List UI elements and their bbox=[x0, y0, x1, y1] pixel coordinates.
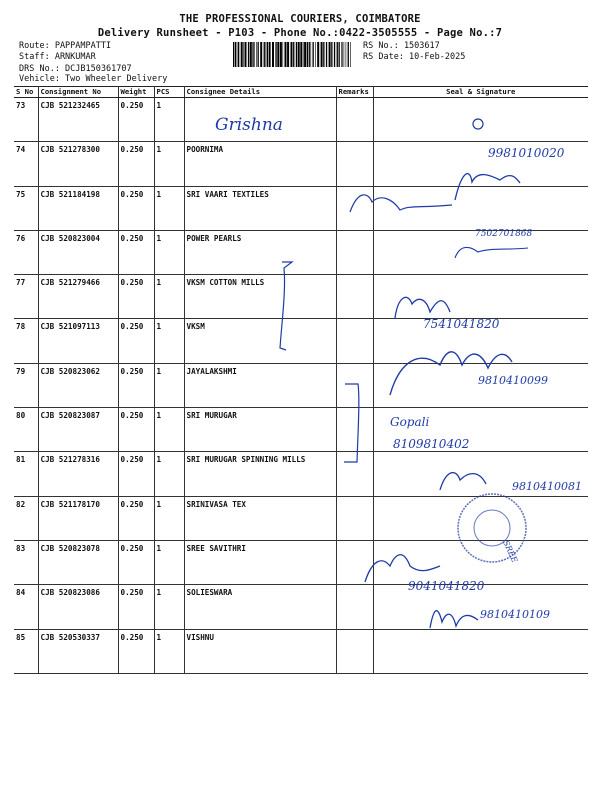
consignee-cell: SRI MURUGAR bbox=[184, 408, 336, 452]
weight-cell: 0.250 bbox=[118, 496, 154, 540]
pcs-cell: 1 bbox=[154, 98, 184, 142]
pcs-cell: 1 bbox=[154, 363, 184, 407]
weight-cell: 0.250 bbox=[118, 363, 154, 407]
remarks-cell bbox=[336, 408, 373, 452]
sno-cell: 74 bbox=[14, 142, 38, 186]
handwriting-phone-row76: 7502701868 bbox=[475, 229, 533, 239]
consignment-cell: CJB 521232465 bbox=[38, 98, 118, 142]
seal-signature-cell bbox=[373, 408, 588, 452]
table-row bbox=[14, 275, 588, 319]
col-pcs: PCS bbox=[154, 87, 184, 98]
seal-signature-cell bbox=[373, 186, 588, 230]
sno-cell: 82 bbox=[14, 496, 38, 540]
handwriting-phone-row79: 9810410099 bbox=[478, 374, 548, 387]
seal-signature-cell bbox=[373, 540, 588, 584]
consignment-cell: CJB 520530337 bbox=[38, 629, 118, 673]
pcs-cell: 1 bbox=[154, 540, 184, 584]
pcs-cell: 1 bbox=[154, 629, 184, 673]
pcs-cell: 1 bbox=[154, 319, 184, 363]
rs-number: RS No.: 1503617 bbox=[363, 41, 440, 51]
consignment-cell: CJB 521184198 bbox=[38, 186, 118, 230]
weight-cell: 0.250 bbox=[118, 98, 154, 142]
table-row bbox=[14, 452, 588, 496]
seal-signature-cell bbox=[373, 319, 588, 363]
consignment-cell: CJB 520823086 bbox=[38, 585, 118, 629]
sno-cell: 75 bbox=[14, 186, 38, 230]
seal-signature-cell bbox=[373, 585, 588, 629]
consignee-cell: SREE SAVITHRI bbox=[184, 540, 336, 584]
pcs-cell: 1 bbox=[154, 142, 184, 186]
pcs-cell: 1 bbox=[154, 496, 184, 540]
table-row bbox=[14, 496, 588, 540]
consignment-cell: CJB 520823078 bbox=[38, 540, 118, 584]
handwriting-name-row73: Grishna bbox=[215, 115, 283, 135]
col-sno: S No bbox=[14, 87, 38, 98]
weight-cell: 0.250 bbox=[118, 275, 154, 319]
table-row bbox=[14, 98, 588, 142]
consignment-cell: CJB 520823062 bbox=[38, 363, 118, 407]
handwriting-name-row81: Gopali bbox=[390, 415, 430, 429]
table-row bbox=[14, 319, 588, 363]
sno-cell: 77 bbox=[14, 275, 38, 319]
table-row bbox=[14, 629, 588, 673]
seal-signature-cell bbox=[373, 496, 588, 540]
consignee-cell: SRI VAARI TEXTILES bbox=[184, 186, 336, 230]
consignment-cell: CJB 521097113 bbox=[38, 319, 118, 363]
seal-signature-cell bbox=[373, 629, 588, 673]
col-weight: Weight bbox=[118, 87, 154, 98]
consignment-cell: CJB 521278316 bbox=[38, 452, 118, 496]
seal-signature-cell bbox=[373, 142, 588, 186]
sno-cell: 76 bbox=[14, 230, 38, 274]
consignee-cell: VKSM bbox=[184, 319, 336, 363]
remarks-cell bbox=[336, 629, 373, 673]
consignment-cell: CJB 521278300 bbox=[38, 142, 118, 186]
col-consignee: Consignee Details bbox=[184, 87, 336, 98]
consignee-cell: VKSM COTTON MILLS bbox=[184, 275, 336, 319]
table-row bbox=[14, 585, 588, 629]
handwriting-phone-row78: 7541041820 bbox=[423, 317, 500, 331]
remarks-cell bbox=[336, 585, 373, 629]
weight-cell: 0.250 bbox=[118, 186, 154, 230]
pcs-cell: 1 bbox=[154, 186, 184, 230]
weight-cell: 0.250 bbox=[118, 452, 154, 496]
remarks-cell bbox=[336, 540, 373, 584]
remarks-cell bbox=[336, 98, 373, 142]
consignment-cell: CJB 520823087 bbox=[38, 408, 118, 452]
table-row bbox=[14, 230, 588, 274]
consignment-cell: CJB 520823004 bbox=[38, 230, 118, 274]
seal-signature-cell bbox=[373, 230, 588, 274]
remarks-cell bbox=[336, 496, 373, 540]
consignee-cell: SOLIESWARA bbox=[184, 585, 336, 629]
remarks-cell bbox=[336, 142, 373, 186]
table-row bbox=[14, 142, 588, 186]
sno-cell: 85 bbox=[14, 629, 38, 673]
col-seal-signature: Seal & Signature bbox=[373, 87, 588, 98]
consignee-cell: POORNIMA bbox=[184, 142, 336, 186]
col-remarks: Remarks bbox=[336, 87, 373, 98]
pcs-cell: 1 bbox=[154, 275, 184, 319]
handwriting-phone-row82: 9810410081 bbox=[512, 480, 582, 493]
table-row bbox=[14, 540, 588, 584]
vehicle-label: Vehicle: Two Wheeler Delivery bbox=[19, 74, 168, 84]
consignee-cell: POWER PEARLS bbox=[184, 230, 336, 274]
consignee-cell: SRINIVASA TEX bbox=[184, 496, 336, 540]
table-row bbox=[14, 408, 588, 452]
sno-cell: 81 bbox=[14, 452, 38, 496]
runsheet-subtitle: Delivery Runsheet - P103 - Phone No.:0422-3505555 - Page No.:7 bbox=[97, 27, 503, 39]
pcs-cell: 1 bbox=[154, 408, 184, 452]
remarks-cell bbox=[336, 319, 373, 363]
weight-cell: 0.250 bbox=[118, 629, 154, 673]
handwriting-phone-row74: 9981010020 bbox=[488, 146, 565, 160]
weight-cell: 0.250 bbox=[118, 408, 154, 452]
sno-cell: 78 bbox=[14, 319, 38, 363]
company-title: THE PROFESSIONAL COURIERS, COIMBATORE bbox=[179, 13, 421, 25]
consignee-cell: SRI MURUGAR SPINNING MILLS bbox=[184, 452, 336, 496]
consignment-cell: CJB 521178170 bbox=[38, 496, 118, 540]
runsheet-table bbox=[14, 86, 588, 674]
consignee-cell: VISHNU bbox=[184, 629, 336, 673]
remarks-cell bbox=[336, 186, 373, 230]
remarks-cell bbox=[336, 275, 373, 319]
pcs-cell: 1 bbox=[154, 452, 184, 496]
seal-stamp-text: SREE bbox=[501, 539, 520, 564]
handwriting-phone-row85: 9810410109 bbox=[480, 608, 550, 621]
consignee-cell: JAYALAKSHMI bbox=[184, 363, 336, 407]
table-row bbox=[14, 186, 588, 230]
weight-cell: 0.250 bbox=[118, 540, 154, 584]
rs-date: RS Date: 10-Feb-2025 bbox=[363, 52, 466, 62]
seal-signature-cell bbox=[373, 452, 588, 496]
seal-signature-cell bbox=[373, 98, 588, 142]
weight-cell: 0.250 bbox=[118, 585, 154, 629]
sno-cell: 84 bbox=[14, 585, 38, 629]
sno-cell: 80 bbox=[14, 408, 38, 452]
col-consignment: Consignment No bbox=[38, 87, 118, 98]
consignee-cell bbox=[184, 98, 336, 142]
remarks-cell bbox=[336, 452, 373, 496]
weight-cell: 0.250 bbox=[118, 142, 154, 186]
handwriting-phone-row84: 9041041820 bbox=[408, 579, 485, 593]
staff-label: Staff: ARNKUMAR bbox=[19, 52, 96, 62]
weight-cell: 0.250 bbox=[118, 230, 154, 274]
handwriting-phone-row81: 8109810402 bbox=[393, 437, 470, 451]
sno-cell: 83 bbox=[14, 540, 38, 584]
route-label: Route: PAPPAMPATTI bbox=[19, 41, 112, 51]
pcs-cell: 1 bbox=[154, 585, 184, 629]
seal-signature-cell bbox=[373, 363, 588, 407]
barcode-image bbox=[233, 42, 353, 67]
remarks-cell bbox=[336, 230, 373, 274]
drs-number: DRS No.: DCJB150361707 bbox=[19, 64, 132, 74]
table-row bbox=[14, 363, 588, 407]
remarks-cell bbox=[336, 363, 373, 407]
table-header-row bbox=[14, 87, 588, 98]
weight-cell: 0.250 bbox=[118, 319, 154, 363]
seal-signature-cell bbox=[373, 275, 588, 319]
sno-cell: 73 bbox=[14, 98, 38, 142]
sno-cell: 79 bbox=[14, 363, 38, 407]
consignment-cell: CJB 521279466 bbox=[38, 275, 118, 319]
pcs-cell: 1 bbox=[154, 230, 184, 274]
